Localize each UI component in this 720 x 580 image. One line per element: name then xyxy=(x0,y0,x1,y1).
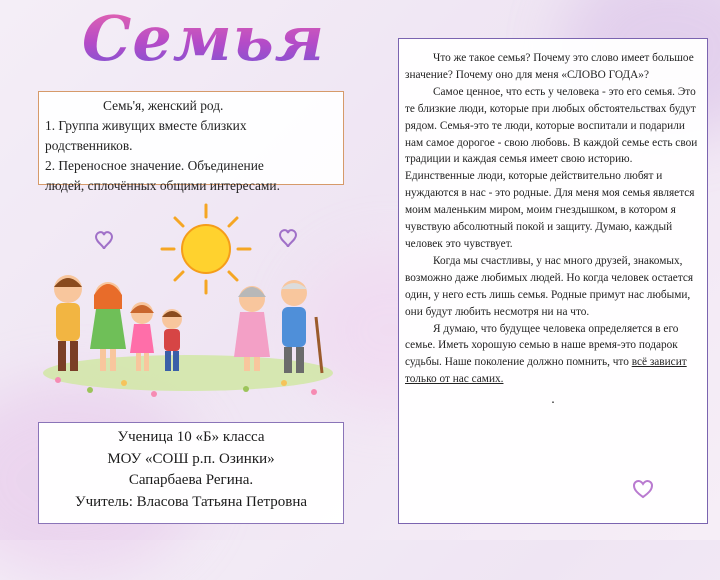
author-line: МОУ «СОШ р.п. Озинки» xyxy=(107,450,275,467)
author-box xyxy=(38,422,344,524)
heart-icon xyxy=(96,232,112,249)
definition-box xyxy=(38,91,344,193)
author-line: Сапарбаева Регина. xyxy=(128,472,254,488)
heart-icon xyxy=(280,230,296,247)
author-line: Ученица 10 «Б» класса xyxy=(117,429,265,445)
father-figure xyxy=(54,275,82,371)
definition-title: Семь'я, женский род. xyxy=(103,98,224,113)
essay-paragraph xyxy=(405,321,701,389)
definition-line: 2. Переносное значение. Объединение xyxy=(45,158,264,173)
essay-text: Я думаю, что будущее человека определяется в его семье. Иметь хорошую семью в наше время-это подарок судьбы. Наше поколение должно помнить, что xyxy=(405,322,679,369)
grandfather-figure xyxy=(281,280,322,373)
underlined-text: только от нас самих. xyxy=(405,373,504,386)
author-line: Учитель: Власова Татьяна Петровна xyxy=(74,493,308,510)
essay-paragraph: Что же такое семья? Почему это слово имеет большое значение? Почему оно для меня «СЛОВО ГОДА»? xyxy=(405,52,694,81)
end-mark: . xyxy=(551,392,555,408)
essay-paragraph: Когда мы счастливы, у нас много друзей, знакомых, возможно даже любимых людей. Но когда человек остается один, у него есть лишь семья. Родные примут нас любыми, они будут любить несмотря ни на что. xyxy=(405,254,694,318)
heart-icon xyxy=(632,478,654,500)
underlined-text: всё зависит xyxy=(631,356,687,369)
definition-line: людей, сплочённых общими интересами. xyxy=(45,178,280,193)
definition-line: родственников. xyxy=(45,138,133,153)
essay-box xyxy=(398,38,708,524)
essay-paragraph: Самое ценное, что есть у человека - это его семья. Это те близкие люди, которые при любых обстоятельствах будут рядом. Семья-это те люди, которые воспитали и подарили нам самое дорогое - свою любовь. В каждой семье есть свои традиции и каждая семья имеет свою историю. Единственные люди, которые действительно любят и нуждаются в нас - это родные. Для меня моя семья является моим маленьким миром, моим гнездышком, в котором я чувствую абсолютный покой и защиту. Думаю, каждый человек это чувствует. xyxy=(405,85,698,250)
definition-line: 1. Группа живущих вместе близких xyxy=(45,118,247,133)
sun-icon xyxy=(182,225,230,273)
family-illustration xyxy=(38,197,338,409)
page-title: Семья xyxy=(82,0,322,78)
